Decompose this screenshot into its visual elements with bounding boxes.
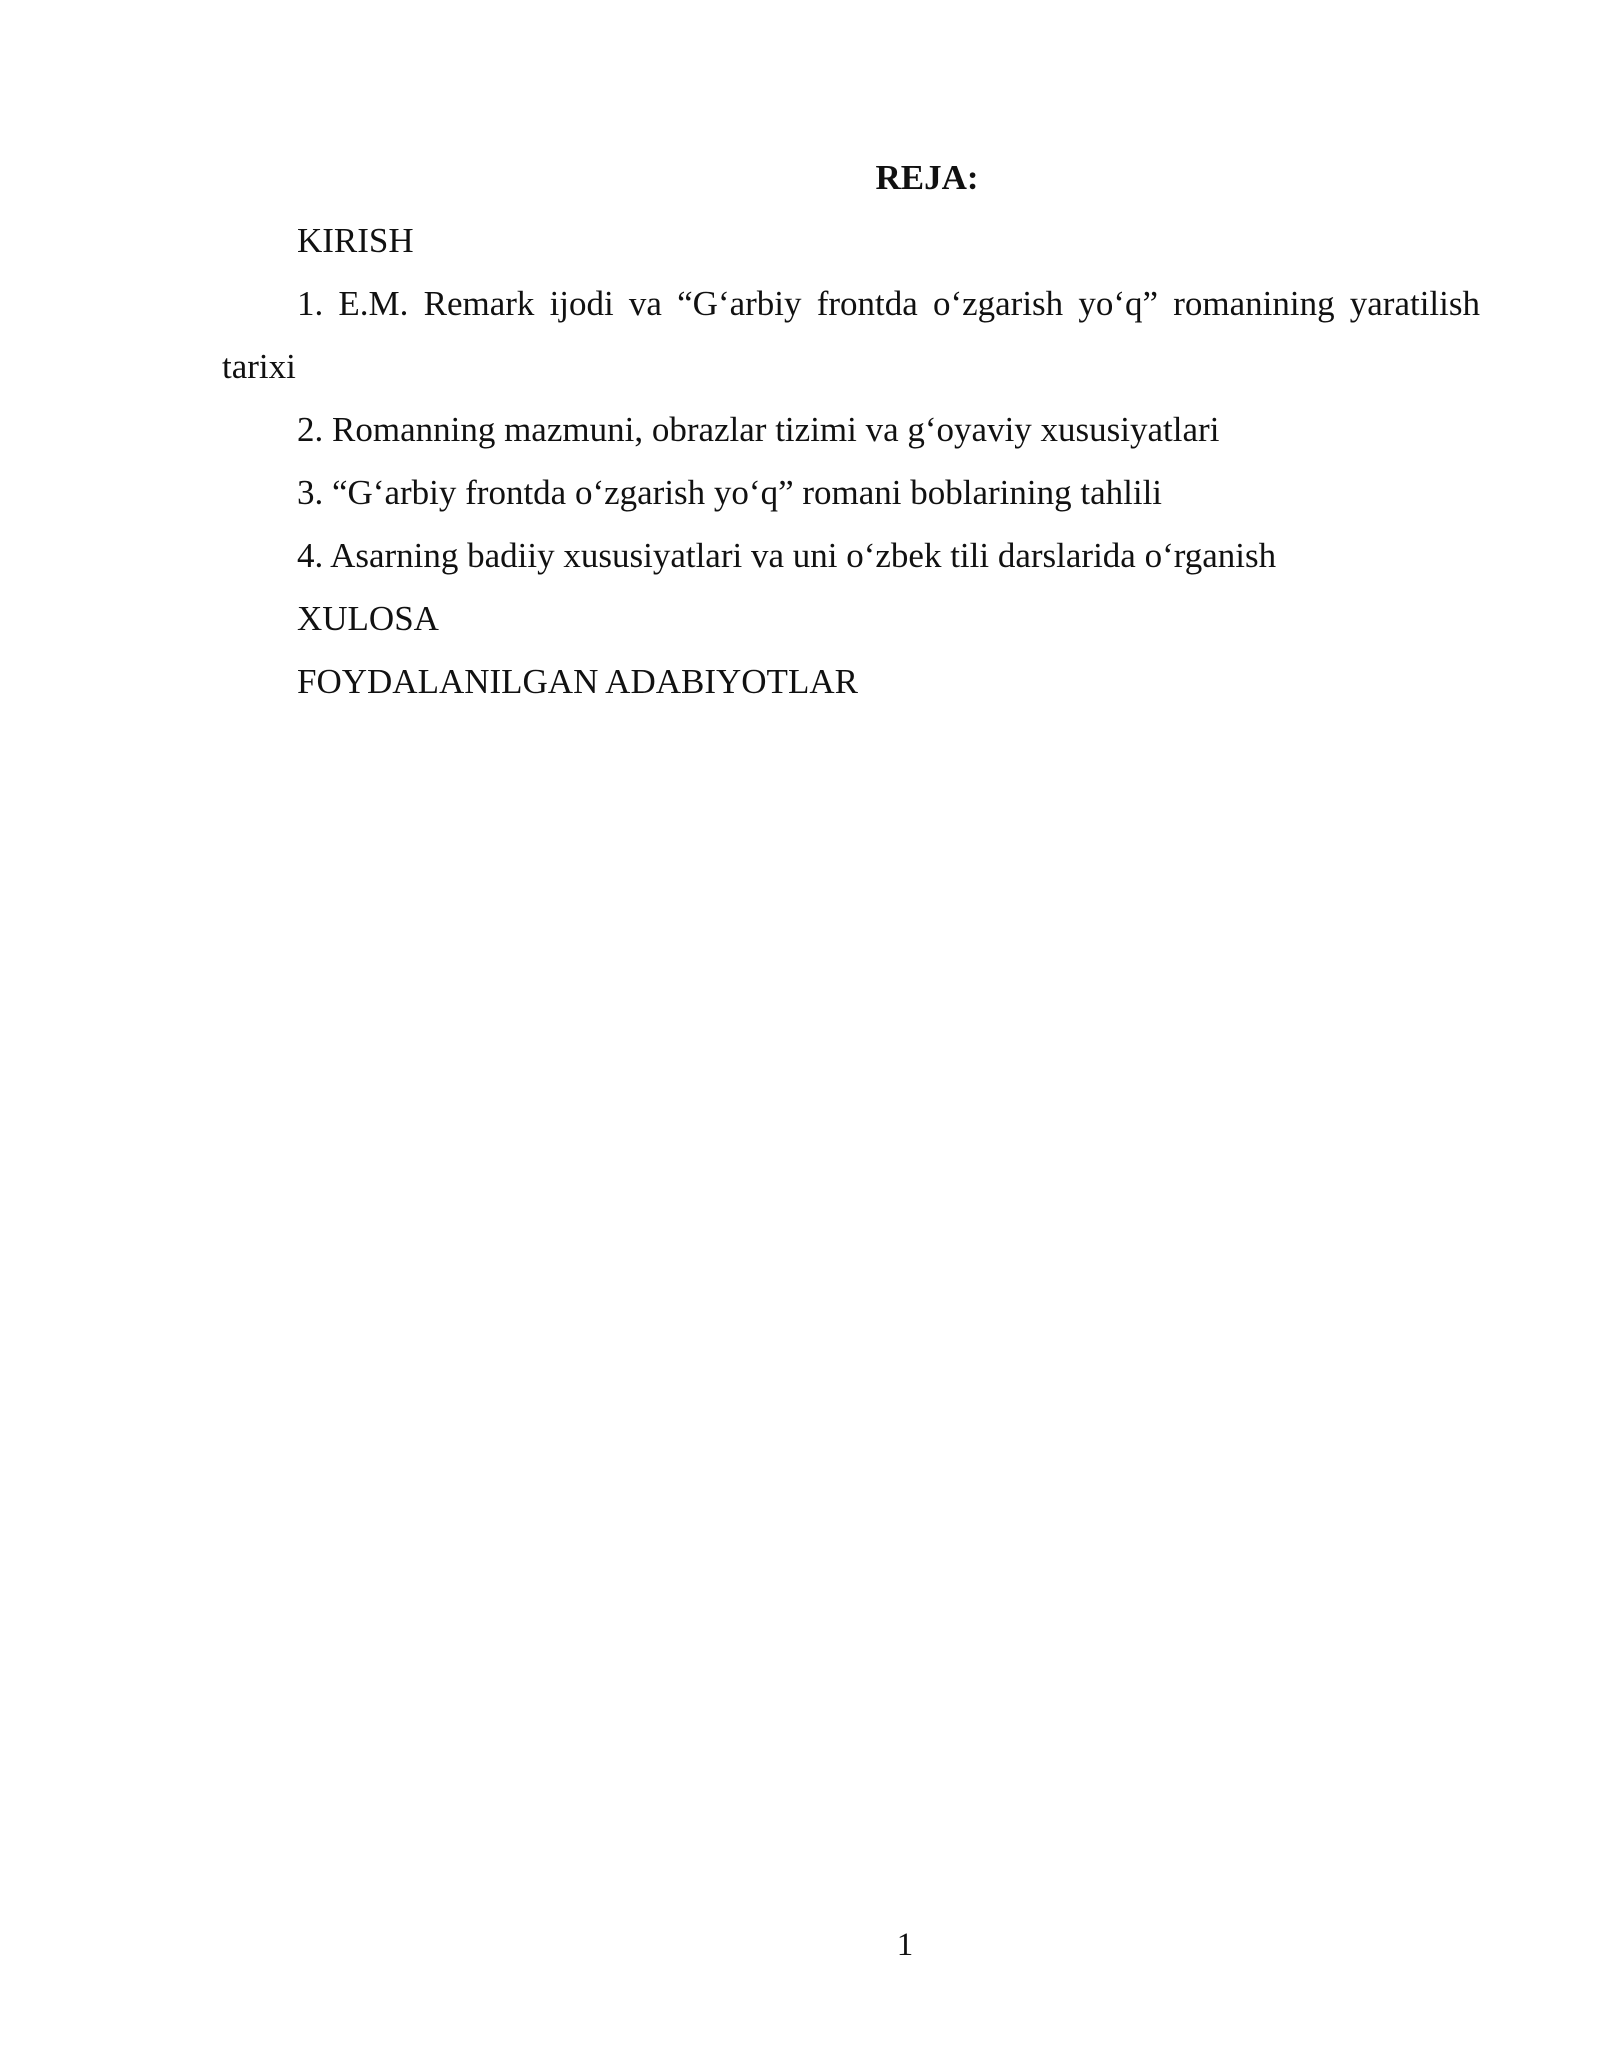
plan-item-references: FOYDALANILGAN ADABIYOTLAR: [297, 662, 858, 701]
plan-item-1: 1. E.M. Remark ijodi va “G‘arbiy frontda o‘zgarish yo‘q” romanining yaratilish tarixi: [222, 284, 1480, 386]
plan-item-conclusion: XULOSA: [297, 599, 439, 638]
plan-content: [222, 146, 1480, 713]
plan-item-2: 2. Romanning mazmuni, obrazlar tizimi va g‘oyaviy xususiyatlari: [297, 410, 1220, 449]
plan-item-3: 3. “G‘arbiy frontda o‘zgarish yo‘q” romani boblarining tahlili: [297, 473, 1163, 512]
page-number: 1: [896, 1927, 914, 1963]
plan-item-4: 4. Asarning badiiy xususiyatlari va uni o‘zbek tili darslarida o‘rganish: [297, 536, 1277, 575]
plan-title: REJA:: [875, 158, 979, 197]
plan-item-introduction: KIRISH: [297, 221, 414, 260]
